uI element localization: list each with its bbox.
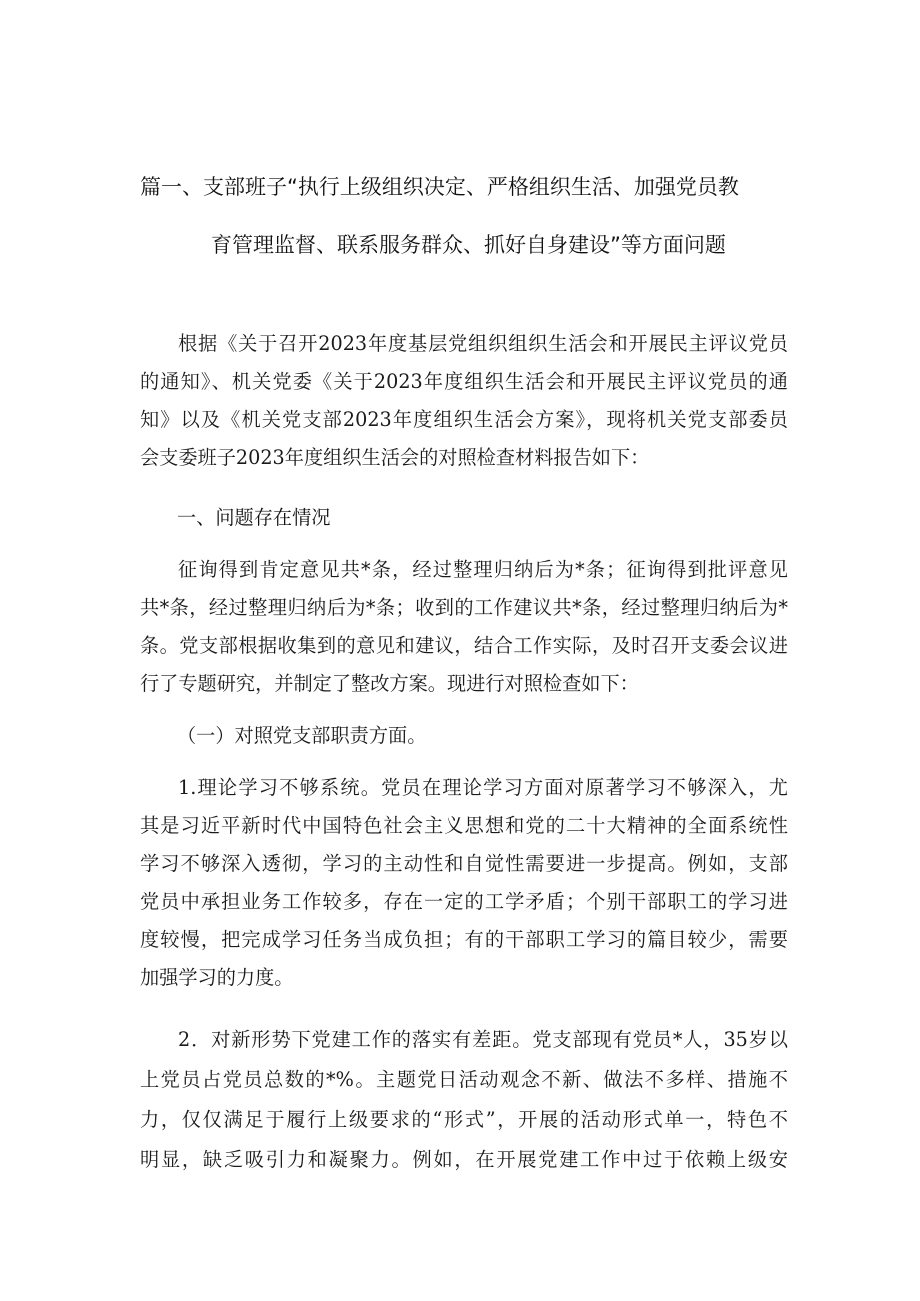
intro-line-4: 会支委班子2023年度组织生活会的对照检查材料报告如下：	[140, 446, 650, 469]
item2-line-1: 2．对新形势下党建工作的落实有差距。党支部现有党员*人，35岁以	[178, 1028, 788, 1051]
sub-heading: （一）对照党支部职责方面。	[177, 724, 427, 747]
intro-line-2: 的通知》、机关党委《关于2023年度组织生活会和开展民主评议党员的通	[140, 370, 788, 393]
item2-line-4: 明显，缺乏吸引力和凝聚力。例如，在开展党建工作中过于依赖上级安	[140, 1148, 788, 1171]
section-heading: 一、问题存在情况	[177, 506, 331, 529]
intro-line-1: 根据《关于召开2023年度基层党组织组织生活会和开展民主评议党员	[178, 332, 788, 355]
section-line-3: 条。党支部根据收集到的意见和建议，结合工作实际，及时召开支委会议进	[140, 634, 788, 657]
document-title-line-1: 篇一、支部班子“执行上级组织决定、严格组织生活、加强党员教	[140, 175, 739, 199]
section-line-4: 行了专题研究，并制定了整改方案。现进行对照检查如下：	[140, 672, 639, 695]
intro-line-3: 知》以及《机关党支部2023年度组织生活会方案》，现将机关党支部委员	[140, 408, 788, 431]
item2-line-2: 上党员占党员总数的*%。主题党日活动观念不新、做法不多样、措施不	[140, 1068, 788, 1091]
item1-line-2: 其是习近平新时代中国特色社会主义思想和党的二十大精神的全面系统性	[140, 814, 788, 837]
section-line-2: 共*条，经过整理归纳后为*条；收到的工作建议共*条，经过整理归纳后为*	[140, 596, 788, 619]
item2-line-3: 力，仅仅满足于履行上级要求的“形式”，开展的活动形式单一，特色不	[140, 1108, 788, 1131]
section-line-1: 征询得到肯定意见共*条，经过整理归纳后为*条；征询得到批评意见	[178, 558, 788, 581]
item1-line-3: 学习不够深入透彻，学习的主动性和自觉性需要进一步提高。例如，支部	[140, 852, 788, 875]
item1-line-5: 度较慢，把完成学习任务当成负担；有的干部职工学习的篇目较少，需要	[140, 928, 788, 951]
item1-line-6: 加强学习的力度。	[140, 966, 294, 989]
item1-line-1: 1.理论学习不够系统。党员在理论学习方面对原著学习不够深入，尤	[178, 776, 788, 799]
item1-line-4: 党员中承担业务工作较多，存在一定的工学矛盾；个别干部职工的学习进	[140, 890, 788, 913]
document-title-line-2: 育管理监督、联系服务群众、抓好自身建设”等方面问题	[211, 233, 726, 257]
